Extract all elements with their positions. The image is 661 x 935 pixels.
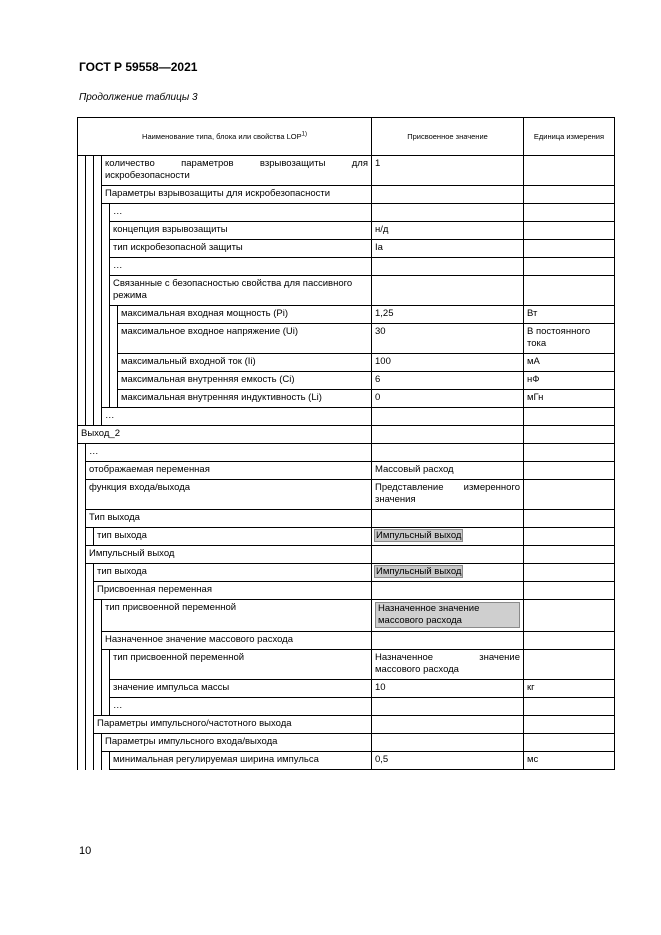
indent-cell xyxy=(94,372,102,390)
indent-cell xyxy=(94,734,102,752)
property-name-cell: максимальная внутренняя индуктивность (Li) xyxy=(118,390,372,408)
assigned-value-cell: Представление измеренного значения xyxy=(372,480,524,510)
indent-cell xyxy=(94,204,102,222)
unit-cell xyxy=(524,582,615,600)
property-name-cell: максимальное входное напряжение (Ui) xyxy=(118,324,372,354)
assigned-value-cell xyxy=(372,408,524,426)
assigned-value-cell xyxy=(372,564,524,582)
table-row xyxy=(78,444,615,462)
table-row xyxy=(78,698,615,716)
indent-cell xyxy=(78,204,86,222)
indent-cell xyxy=(86,752,94,770)
indent-cell xyxy=(78,390,86,408)
property-name-cell: Присвоенная переменная xyxy=(94,582,372,600)
table-row xyxy=(78,546,615,564)
property-name-cell: Тип выхода xyxy=(86,510,372,528)
assigned-value-cell xyxy=(372,186,524,204)
table-row xyxy=(78,564,615,582)
assigned-value-cell xyxy=(372,716,524,734)
indent-cell xyxy=(78,354,86,372)
unit-cell xyxy=(524,204,615,222)
unit-cell xyxy=(524,510,615,528)
indent-cell xyxy=(86,258,94,276)
column-header-unit: Единица измерения xyxy=(524,118,615,156)
assigned-value-cell: 1,25 xyxy=(372,306,524,324)
indent-cell xyxy=(94,752,102,770)
indent-cell xyxy=(102,354,110,372)
unit-cell xyxy=(524,426,615,444)
indent-cell xyxy=(78,258,86,276)
indent-cell xyxy=(78,734,86,752)
indent-cell xyxy=(86,650,94,680)
indent-cell xyxy=(86,306,94,324)
indent-cell xyxy=(78,408,86,426)
indent-cell xyxy=(78,462,86,480)
property-name-cell: … xyxy=(110,698,372,716)
assigned-value-cell xyxy=(372,258,524,276)
indent-cell xyxy=(78,372,86,390)
table-row xyxy=(78,510,615,528)
assigned-value-cell xyxy=(372,204,524,222)
indent-cell xyxy=(78,546,86,564)
indent-cell xyxy=(94,240,102,258)
indent-cell xyxy=(78,240,86,258)
indent-cell xyxy=(86,156,94,186)
indent-cell xyxy=(86,564,94,582)
column-header-value: Присвоенное значение xyxy=(372,118,524,156)
table-row xyxy=(78,324,615,354)
unit-cell: нФ xyxy=(524,372,615,390)
indent-cell xyxy=(110,306,118,324)
assigned-value-cell: 0 xyxy=(372,390,524,408)
indent-cell xyxy=(110,372,118,390)
indent-cell xyxy=(102,240,110,258)
unit-cell xyxy=(524,462,615,480)
unit-cell xyxy=(524,276,615,306)
indent-cell xyxy=(102,222,110,240)
property-name-cell: тип искробезопасной защиты xyxy=(110,240,372,258)
indent-cell xyxy=(86,680,94,698)
unit-cell xyxy=(524,716,615,734)
property-name-cell: Связанные с безопасностью свойства для пассивного режима xyxy=(110,276,372,306)
property-name-cell: … xyxy=(102,408,372,426)
indent-cell xyxy=(110,390,118,408)
assigned-value-cell xyxy=(372,528,524,546)
table-row xyxy=(78,650,615,680)
indent-cell xyxy=(94,258,102,276)
unit-cell xyxy=(524,186,615,204)
indent-cell xyxy=(78,510,86,528)
property-name-cell: … xyxy=(110,204,372,222)
assigned-value-cell xyxy=(372,600,524,632)
table-body xyxy=(78,156,615,770)
indent-cell xyxy=(86,734,94,752)
indent-cell xyxy=(86,528,94,546)
unit-cell: кг xyxy=(524,680,615,698)
assigned-value-cell: Назначенное значение массового расхода xyxy=(372,650,524,680)
lop-table xyxy=(77,117,615,770)
unit-cell xyxy=(524,600,615,632)
indent-cell xyxy=(86,698,94,716)
unit-cell xyxy=(524,258,615,276)
table-row xyxy=(78,600,615,632)
unit-cell xyxy=(524,222,615,240)
page-number: 10 xyxy=(79,845,92,857)
indent-cell xyxy=(94,650,102,680)
unit-cell xyxy=(524,650,615,680)
table-row xyxy=(78,186,615,204)
unit-cell xyxy=(524,546,615,564)
assigned-value-cell xyxy=(372,276,524,306)
property-name-cell: концепция взрывозащиты xyxy=(110,222,372,240)
property-name-cell: максимальный входной ток (Ii) xyxy=(118,354,372,372)
property-name-cell: Выход_2 xyxy=(78,426,372,444)
indent-cell xyxy=(86,204,94,222)
indent-cell xyxy=(94,306,102,324)
table-row xyxy=(78,480,615,510)
property-name-cell: максимальная входная мощность (Pi) xyxy=(118,306,372,324)
indent-cell xyxy=(94,354,102,372)
unit-cell xyxy=(524,156,615,186)
indent-cell xyxy=(78,528,86,546)
indent-cell xyxy=(94,632,102,650)
unit-cell xyxy=(524,698,615,716)
property-name-cell: Параметры взрывозащиты для искробезопасности xyxy=(102,186,372,204)
indent-cell xyxy=(94,324,102,354)
highlighted-value: Назначенное значение массового расхода xyxy=(375,602,520,628)
table-row xyxy=(78,258,615,276)
property-name-cell: максимальная внутренняя емкость (Ci) xyxy=(118,372,372,390)
assigned-value-cell: 100 xyxy=(372,354,524,372)
indent-cell xyxy=(94,680,102,698)
indent-cell xyxy=(86,632,94,650)
unit-cell xyxy=(524,632,615,650)
property-name-cell: Параметры импульсного входа/выхода xyxy=(102,734,372,752)
unit-cell xyxy=(524,480,615,510)
indent-cell xyxy=(102,324,110,354)
indent-cell xyxy=(86,600,94,632)
table-continuation-caption: Продолжение таблицы 3 xyxy=(79,92,198,103)
table-row xyxy=(78,222,615,240)
table-row xyxy=(78,354,615,372)
column-header-name: Наименование типа, блока или свойства LOP$^{1)}$ xyxy=(78,118,372,156)
unit-cell: мА xyxy=(524,354,615,372)
assigned-value-cell: Массовый расход xyxy=(372,462,524,480)
indent-cell xyxy=(78,156,86,186)
table-row xyxy=(78,462,615,480)
indent-cell xyxy=(86,582,94,600)
property-name-cell: … xyxy=(86,444,372,462)
unit-cell: мс xyxy=(524,752,615,770)
unit-cell: мГн xyxy=(524,390,615,408)
indent-cell xyxy=(94,390,102,408)
table-row xyxy=(78,390,615,408)
indent-cell xyxy=(94,600,102,632)
highlighted-value: Импульсный выход xyxy=(376,566,462,577)
unit-cell: В постоянного тока xyxy=(524,324,615,354)
property-name-cell: Импульсный выход xyxy=(86,546,372,564)
table-row xyxy=(78,204,615,222)
table-row xyxy=(78,306,615,324)
indent-cell xyxy=(102,680,110,698)
table-row xyxy=(78,426,615,444)
table-row xyxy=(78,276,615,306)
property-name-cell: тип выхода xyxy=(94,564,372,582)
indent-cell xyxy=(86,324,94,354)
indent-cell xyxy=(78,222,86,240)
indent-cell xyxy=(94,276,102,306)
assigned-value-cell: 10 xyxy=(372,680,524,698)
table-row xyxy=(78,156,615,186)
table-row xyxy=(78,582,615,600)
assigned-value-cell xyxy=(372,632,524,650)
indent-cell xyxy=(78,324,86,354)
indent-cell xyxy=(94,186,102,204)
indent-cell xyxy=(78,650,86,680)
highlighted-value: Импульсный выход xyxy=(376,530,462,541)
property-name-cell: … xyxy=(110,258,372,276)
indent-cell xyxy=(86,354,94,372)
table-header-row xyxy=(78,118,615,156)
indent-cell xyxy=(78,600,86,632)
indent-cell xyxy=(102,276,110,306)
assigned-value-cell xyxy=(372,444,524,462)
indent-cell xyxy=(94,222,102,240)
indent-cell xyxy=(102,306,110,324)
indent-cell xyxy=(102,650,110,680)
indent-cell xyxy=(86,372,94,390)
indent-cell xyxy=(86,390,94,408)
property-name-cell: Параметры импульсного/частотного выхода xyxy=(94,716,372,734)
property-name-cell: Назначенное значение массового расхода xyxy=(102,632,372,650)
assigned-value-cell xyxy=(372,734,524,752)
assigned-value-cell xyxy=(372,698,524,716)
indent-cell xyxy=(110,324,118,354)
indent-cell xyxy=(78,716,86,734)
indent-cell xyxy=(78,564,86,582)
indent-cell xyxy=(102,698,110,716)
property-name-cell: функция входа/выхода xyxy=(86,480,372,510)
table-row xyxy=(78,240,615,258)
property-name-cell: значение импульса массы xyxy=(110,680,372,698)
assigned-value-cell xyxy=(372,582,524,600)
property-name-cell: тип присвоенной переменной xyxy=(102,600,372,632)
table-row xyxy=(78,752,615,770)
property-name-cell: тип выхода xyxy=(94,528,372,546)
assigned-value-cell xyxy=(372,546,524,564)
indent-cell xyxy=(94,408,102,426)
unit-cell xyxy=(524,734,615,752)
indent-cell xyxy=(78,632,86,650)
unit-cell xyxy=(524,528,615,546)
unit-cell xyxy=(524,444,615,462)
indent-cell xyxy=(94,698,102,716)
unit-cell xyxy=(524,240,615,258)
assigned-value-cell: н/д xyxy=(372,222,524,240)
property-name-cell: отображаемая переменная xyxy=(86,462,372,480)
indent-cell xyxy=(78,444,86,462)
indent-cell xyxy=(78,276,86,306)
indent-cell xyxy=(86,276,94,306)
indent-cell xyxy=(102,752,110,770)
unit-cell xyxy=(524,564,615,582)
indent-cell xyxy=(86,716,94,734)
document-header: ГОСТ Р 59558—2021 xyxy=(79,60,198,74)
indent-cell xyxy=(78,752,86,770)
indent-cell xyxy=(102,258,110,276)
indent-cell xyxy=(86,408,94,426)
indent-cell xyxy=(102,390,110,408)
table-row xyxy=(78,680,615,698)
assigned-value-cell: Ia xyxy=(372,240,524,258)
indent-cell xyxy=(110,354,118,372)
indent-cell xyxy=(78,480,86,510)
property-name-cell: минимальная регулируемая ширина импульса xyxy=(110,752,372,770)
indent-cell xyxy=(86,186,94,204)
property-name-cell: тип присвоенной переменной xyxy=(110,650,372,680)
indent-cell xyxy=(102,204,110,222)
assigned-value-cell: 0,5 xyxy=(372,752,524,770)
indent-cell xyxy=(78,698,86,716)
indent-cell xyxy=(78,306,86,324)
property-name-cell: количество параметров взрывозащиты для искробезопасности xyxy=(102,156,372,186)
unit-cell: Вт xyxy=(524,306,615,324)
table-row xyxy=(78,372,615,390)
table-row xyxy=(78,734,615,752)
table-row xyxy=(78,408,615,426)
table-row xyxy=(78,632,615,650)
assigned-value-cell: 1 xyxy=(372,156,524,186)
indent-cell xyxy=(94,156,102,186)
indent-cell xyxy=(102,372,110,390)
table-row xyxy=(78,528,615,546)
assigned-value-cell: 30 xyxy=(372,324,524,354)
indent-cell xyxy=(78,582,86,600)
indent-cell xyxy=(86,222,94,240)
table-row xyxy=(78,716,615,734)
unit-cell xyxy=(524,408,615,426)
indent-cell xyxy=(78,680,86,698)
indent-cell xyxy=(86,240,94,258)
assigned-value-cell: 6 xyxy=(372,372,524,390)
assigned-value-cell xyxy=(372,426,524,444)
indent-cell xyxy=(78,186,86,204)
assigned-value-cell xyxy=(372,510,524,528)
